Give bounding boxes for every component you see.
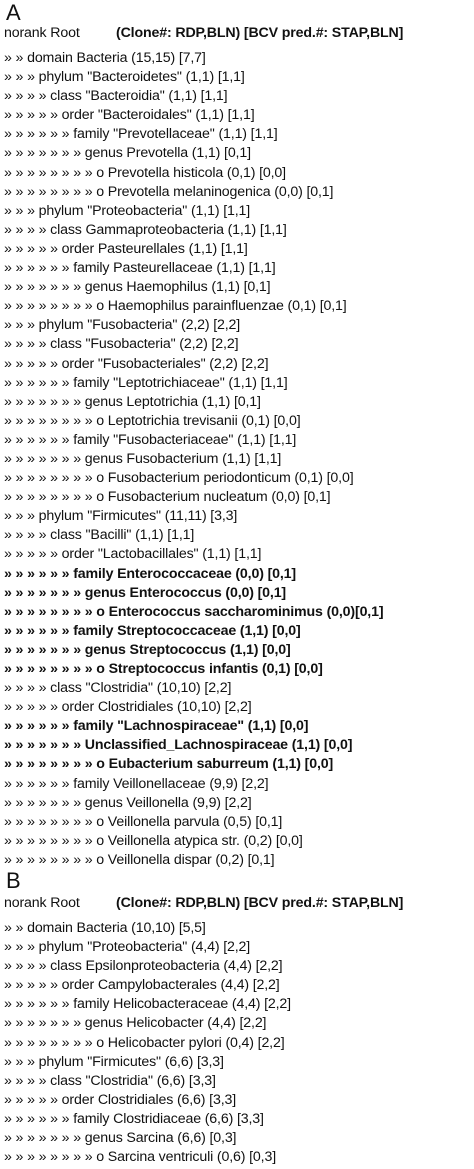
- indent-chevrons: » » » » »: [4, 355, 62, 372]
- tree-row: [4, 335, 474, 354]
- indent-chevrons: » » » » » »: [4, 718, 74, 735]
- indent-chevrons: » » »: [4, 1053, 39, 1070]
- tree-row: [4, 851, 474, 870]
- indent-chevrons: » » » »: [4, 680, 51, 697]
- panel-b-label: B: [6, 868, 21, 893]
- indent-chevrons: » » » » »: [4, 240, 62, 257]
- indent-chevrons: » » »: [4, 508, 39, 525]
- indent-chevrons: » » » » » » » »: [4, 298, 97, 315]
- tree-row: [4, 68, 474, 87]
- taxon-label: phylum "Fusobacteria" (2,2) [2,2]: [38, 317, 241, 334]
- tree-row: [4, 813, 474, 832]
- taxon-label: phylum "Firmicutes" (6,6) [3,3]: [38, 1053, 224, 1070]
- taxon-label: phylum "Bacteroidetes" (1,1) [1,1]: [38, 69, 245, 86]
- taxon-label: genus Helicobacter (4,4) [2,2]: [84, 1015, 267, 1032]
- taxon-label: class Epsilonproteobacteria (4,4) [2,2]: [50, 958, 283, 975]
- taxonomy-tree-b: [4, 919, 474, 1167]
- indent-chevrons: » »: [4, 50, 28, 66]
- tree-row: [4, 526, 474, 545]
- taxon-label: o Helicobacter pylori (0,4) [2,2]: [96, 1034, 285, 1051]
- tree-row: [4, 450, 474, 469]
- tree-row: [4, 144, 474, 163]
- taxon-label: phylum "Proteobacteria" (1,1) [1,1]: [38, 202, 251, 219]
- indent-chevrons: » » » » »: [4, 1091, 62, 1108]
- taxon-label: o Haemophilus parainfluenzae (0,1) [0,1]: [96, 298, 347, 315]
- taxon-label: family Helicobacteraceae (4,4) [2,2]: [73, 996, 291, 1013]
- taxon-label: order "Fusobacteriales" (2,2) [2,2]: [61, 355, 269, 372]
- tree-row: [4, 316, 474, 335]
- taxon-label: phylum "Proteobacteria" (4,4) [2,2]: [38, 939, 251, 956]
- indent-chevrons: » » » »: [4, 527, 51, 544]
- tree-row: [4, 393, 474, 412]
- taxon-label: genus Prevotella (1,1) [0,1]: [84, 145, 251, 162]
- panel-a-label: A: [6, 0, 21, 25]
- taxon-label: class "Clostridia" (6,6) [3,3]: [50, 1072, 216, 1089]
- indent-chevrons: » » » » » » »: [4, 279, 85, 296]
- tree-row: [4, 259, 474, 278]
- tree-row: [4, 755, 474, 774]
- tree-row: [4, 717, 474, 736]
- indent-chevrons: » » » » » » » »: [4, 603, 97, 620]
- tree-row: [4, 679, 474, 698]
- taxon-label: order Campylobacterales (4,4) [2,2]: [61, 977, 280, 994]
- indent-chevrons: » » » » » » »: [4, 450, 85, 467]
- tree-row: [4, 431, 474, 450]
- indent-chevrons: » » »: [4, 202, 39, 219]
- taxon-label: domain Bacteria (10,10) [5,5]: [27, 920, 206, 936]
- indent-chevrons: » » » »: [4, 958, 51, 975]
- tree-row: [4, 202, 474, 221]
- taxon-label: o Prevotella melaninogenica (0,0) [0,1]: [96, 183, 334, 200]
- tree-row: [4, 106, 474, 125]
- taxon-label: o Eubacterium saburreum (1,1) [0,0]: [96, 756, 334, 773]
- taxon-label: o Prevotella histicola (0,1) [0,0]: [96, 164, 286, 181]
- indent-chevrons: » » » » »: [4, 977, 62, 994]
- indent-chevrons: » » » » » » » »: [4, 470, 97, 487]
- indent-chevrons: » » » » »: [4, 546, 62, 563]
- taxon-label: domain Bacteria (15,15) [7,7]: [27, 50, 206, 66]
- tree-row: [4, 938, 474, 957]
- taxon-label: class "Bacteroidia" (1,1) [1,1]: [50, 88, 228, 105]
- taxon-label: Unclassified_Lachnospiraceae (1,1) [0,0]: [84, 737, 353, 754]
- indent-chevrons: » » »: [4, 317, 39, 334]
- taxon-label: o Veillonella parvula (0,5) [0,1]: [96, 813, 283, 830]
- taxon-label: class Gammaproteobacteria (1,1) [1,1]: [50, 221, 287, 238]
- indent-chevrons: » » » » » » »: [4, 145, 85, 162]
- tree-row: [4, 1014, 474, 1033]
- indent-chevrons: » » » »: [4, 88, 51, 105]
- indent-chevrons: » » » » » » » »: [4, 489, 97, 506]
- tree-row: [4, 775, 474, 794]
- tree-row: [4, 919, 474, 938]
- taxon-label: o Enterococcus saccharominimus (0,0)[0,1]: [96, 603, 384, 620]
- taxonomy-tree-a: [4, 49, 474, 870]
- taxon-label: family "Fusobacteriaceae" (1,1) [1,1]: [73, 431, 297, 448]
- panel-a-header: [4, 23, 474, 43]
- tree-row: [4, 641, 474, 660]
- tree-row: [4, 278, 474, 297]
- taxon-label: genus Fusobacterium (1,1) [1,1]: [84, 450, 282, 467]
- column-legend: (Clone#: RDP,BLN) [BCV pred.#: STAP,BLN]: [116, 25, 404, 41]
- tree-row: [4, 545, 474, 564]
- panel-b-header: [4, 893, 474, 913]
- tree-row: [4, 355, 474, 374]
- indent-chevrons: » » » »: [4, 221, 51, 238]
- taxon-label: genus Streptococcus (1,1) [0,0]: [84, 641, 291, 658]
- indent-chevrons: » » » » » » » »: [4, 813, 97, 830]
- indent-chevrons: » » » »: [4, 336, 51, 353]
- indent-chevrons: » » » » » » »: [4, 641, 85, 658]
- tree-row: [4, 832, 474, 851]
- tree-row: [4, 412, 474, 431]
- tree-row: [4, 622, 474, 641]
- tree-row: [4, 660, 474, 679]
- tree-row: [4, 565, 474, 584]
- taxon-label: order Pasteurellales (1,1) [1,1]: [61, 240, 248, 257]
- indent-chevrons: » » » » » » »: [4, 393, 85, 410]
- taxon-label: family "Leptotrichiaceae" (1,1) [1,1]: [73, 374, 288, 391]
- indent-chevrons: » » » » » » » »: [4, 756, 97, 773]
- indent-chevrons: » » » » » » » »: [4, 832, 97, 849]
- indent-chevrons: » » » » » »: [4, 775, 74, 792]
- indent-chevrons: » » » » »: [4, 699, 62, 716]
- indent-chevrons: » » » » » » » »: [4, 1149, 97, 1166]
- taxon-label: phylum "Firmicutes" (11,11) [3,3]: [38, 508, 238, 525]
- tree-row: [4, 1053, 474, 1072]
- indent-chevrons: » » » » » » » »: [4, 661, 97, 677]
- taxon-label: order "Lactobacillales" (1,1) [1,1]: [61, 546, 262, 563]
- tree-row: [4, 221, 474, 240]
- tree-row: [4, 698, 474, 717]
- indent-chevrons: » » » » » »: [4, 431, 74, 448]
- taxon-label: o Leptotrichia trevisanii (0,1) [0,0]: [96, 412, 301, 429]
- taxon-label: genus Veillonella (9,9) [2,2]: [84, 794, 252, 811]
- tree-row: [4, 164, 474, 183]
- taxon-label: genus Leptotrichia (1,1) [0,1]: [84, 393, 261, 410]
- tree-row: [4, 584, 474, 603]
- indent-chevrons: » »: [4, 920, 28, 936]
- taxon-label: genus Haemophilus (1,1) [0,1]: [84, 279, 271, 296]
- indent-chevrons: » » » » » »: [4, 374, 74, 391]
- taxon-label: family Veillonellaceae (9,9) [2,2]: [73, 775, 269, 792]
- taxon-label: order Clostridiales (6,6) [3,3]: [61, 1091, 237, 1108]
- taxon-label: o Streptococcus infantis (0,1) [0,0]: [96, 661, 323, 677]
- taxon-label: family Streptococcaceae (1,1) [0,0]: [73, 622, 301, 639]
- taxon-label: family "Lachnospiraceae" (1,1) [0,0]: [73, 718, 309, 735]
- taxon-label: order "Bacteroidales" (1,1) [1,1]: [61, 107, 255, 124]
- tree-row: [4, 488, 474, 507]
- indent-chevrons: » » »: [4, 69, 39, 86]
- tree-row: [4, 469, 474, 488]
- indent-chevrons: » » » » » » » »: [4, 164, 97, 181]
- tree-row: [4, 1129, 474, 1148]
- taxon-label: o Fusobacterium periodonticum (0,1) [0,0]: [96, 470, 354, 487]
- tree-row: [4, 507, 474, 526]
- taxon-label: class "Clostridia" (10,10) [2,2]: [50, 680, 232, 697]
- taxon-label: family Pasteurellaceae (1,1) [1,1]: [73, 260, 276, 277]
- indent-chevrons: » » » » » » »: [4, 1015, 85, 1032]
- tree-row: [4, 995, 474, 1014]
- tree-row: [4, 794, 474, 813]
- indent-chevrons: » » » » » » »: [4, 794, 85, 811]
- taxon-label: o Fusobacterium nucleatum (0,0) [0,1]: [96, 489, 331, 506]
- indent-chevrons: » » » » » » »: [4, 1130, 85, 1147]
- indent-chevrons: » » » » » »: [4, 565, 74, 582]
- indent-chevrons: » » » » » »: [4, 126, 74, 143]
- tree-row: [4, 49, 474, 68]
- tree-row: [4, 1148, 474, 1167]
- taxon-label: o Veillonella dispar (0,2) [0,1]: [96, 851, 275, 868]
- indent-chevrons: » » » » » »: [4, 1110, 74, 1127]
- indent-chevrons: » » » » » » » »: [4, 1034, 97, 1051]
- indent-chevrons: » » » » » » » »: [4, 851, 97, 868]
- taxon-label: o Sarcina ventriculi (0,6) [0,3]: [96, 1149, 276, 1166]
- tree-row: [4, 957, 474, 976]
- taxon-label: family Clostridiaceae (6,6) [3,3]: [73, 1110, 264, 1127]
- indent-chevrons: » » » » » » »: [4, 737, 85, 754]
- indent-chevrons: » » » » » »: [4, 996, 74, 1013]
- tree-row: [4, 1072, 474, 1091]
- tree-row: [4, 1034, 474, 1053]
- taxon-label: class "Bacilli" (1,1) [1,1]: [50, 527, 195, 544]
- tree-row: [4, 125, 474, 144]
- taxon-label: class "Fusobacteria" (2,2) [2,2]: [50, 336, 239, 353]
- indent-chevrons: » » » » » »: [4, 260, 74, 277]
- indent-chevrons: » » » » » » » »: [4, 183, 97, 200]
- tree-row: [4, 240, 474, 259]
- tree-row: [4, 1110, 474, 1129]
- taxon-label: o Veillonella atypica str. (0,2) [0,0]: [96, 832, 303, 849]
- taxon-label: family "Prevotellaceae" (1,1) [1,1]: [73, 126, 278, 143]
- tree-row: [4, 976, 474, 995]
- root-node-label: norank Root: [4, 25, 80, 41]
- tree-row: [4, 297, 474, 316]
- tree-row: [4, 603, 474, 622]
- tree-row: [4, 736, 474, 755]
- tree-row: [4, 87, 474, 106]
- indent-chevrons: » » » »: [4, 1072, 51, 1089]
- indent-chevrons: » » » » » »: [4, 622, 74, 639]
- tree-row: [4, 183, 474, 202]
- indent-chevrons: » » » » » » » »: [4, 412, 97, 429]
- indent-chevrons: » » » » » » »: [4, 584, 85, 601]
- indent-chevrons: » » » » »: [4, 107, 62, 124]
- tree-row: [4, 374, 474, 393]
- column-legend: (Clone#: RDP,BLN) [BCV pred.#: STAP,BLN]: [116, 895, 404, 911]
- taxon-label: family Enterococcaceae (0,0) [0,1]: [73, 565, 296, 582]
- taxon-label: order Clostridiales (10,10) [2,2]: [61, 699, 252, 716]
- root-node-label: norank Root: [4, 895, 80, 911]
- indent-chevrons: » » »: [4, 939, 39, 956]
- tree-row: [4, 1091, 474, 1110]
- taxon-label: genus Enterococcus (0,0) [0,1]: [84, 584, 287, 601]
- taxon-label: genus Sarcina (6,6) [0,3]: [84, 1130, 237, 1147]
